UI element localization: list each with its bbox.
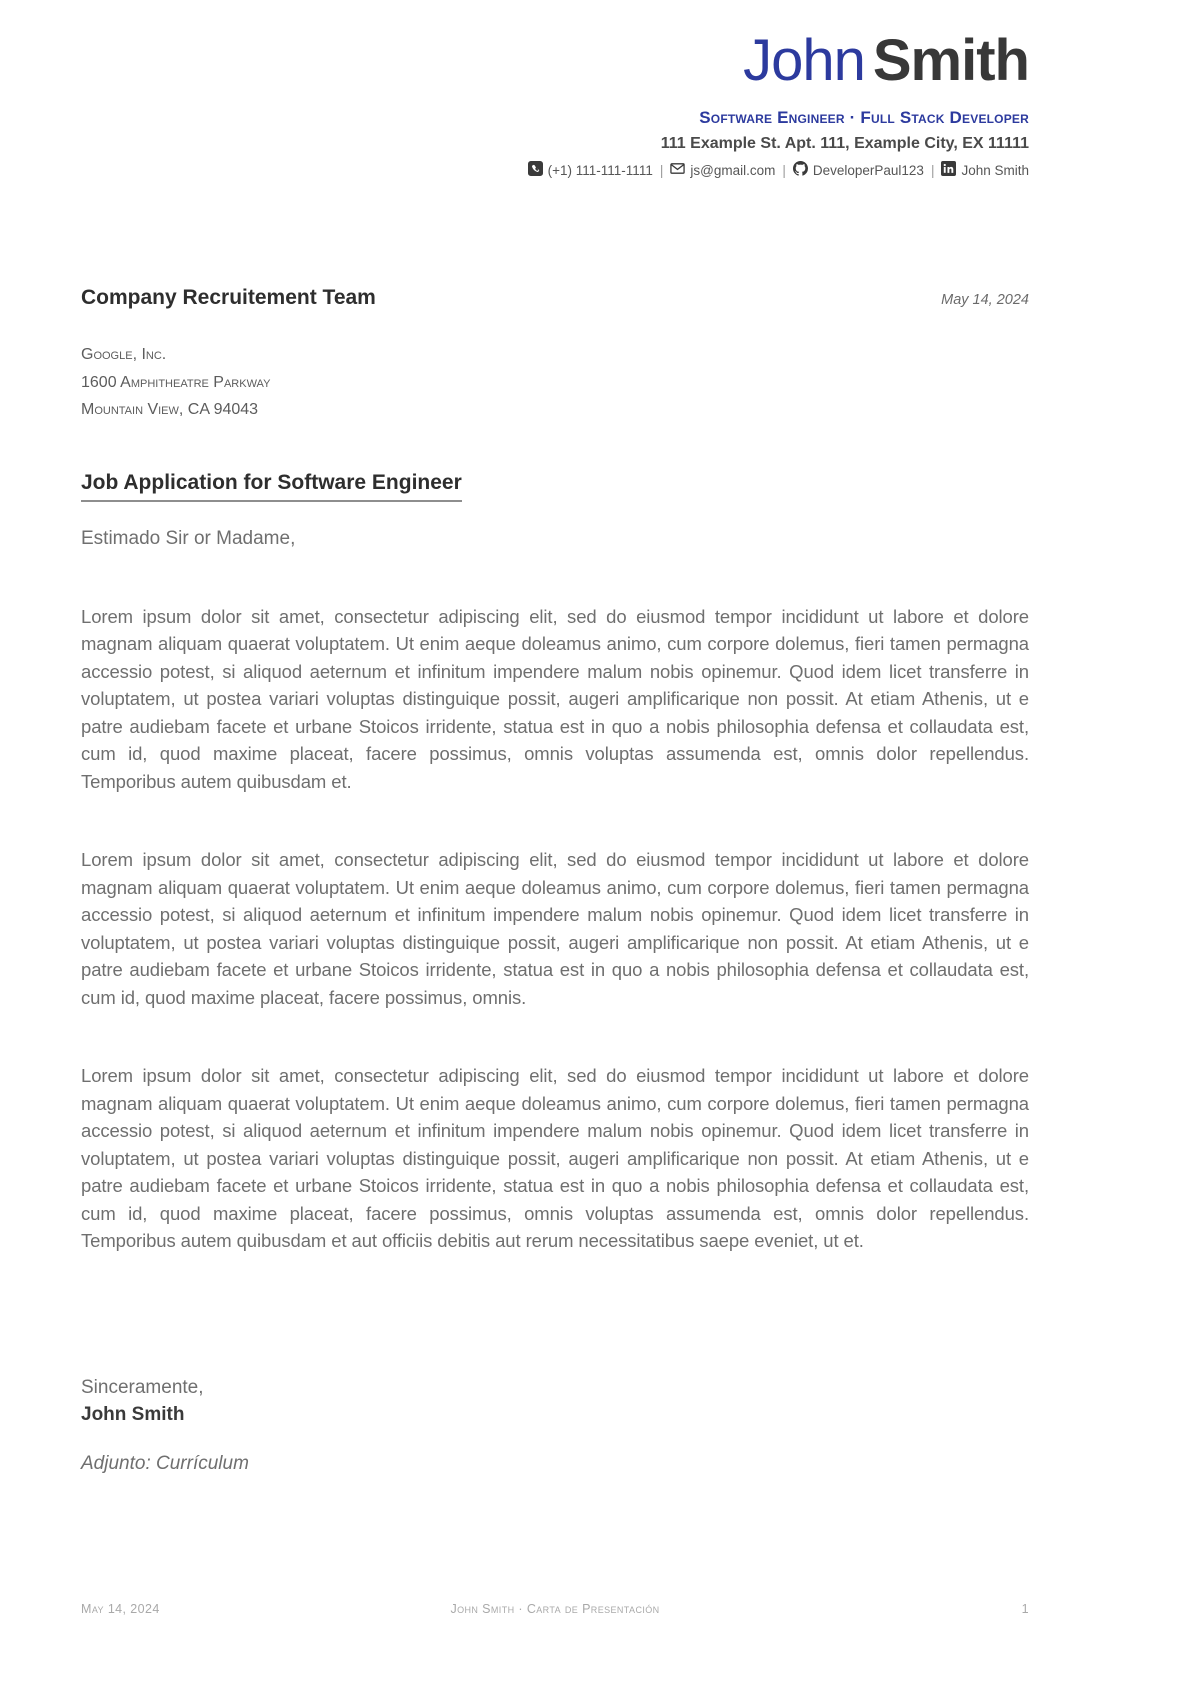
company-name: Google, Inc. [81,346,167,363]
page-content [0,28,1191,1255]
recipient-address-block [81,341,1029,424]
company-city: Mountain View, CA 94043 [81,401,259,418]
phone-contact [528,161,653,181]
letter-subject-text: Job Application for Software Engineer [81,471,462,502]
page-footer [81,1602,1029,1616]
first-name: John [743,28,865,93]
contact-separator: | [659,163,664,178]
letter-subject [81,468,1029,502]
person-name [81,28,1029,94]
company-street: 1600 Amphitheatre Parkway [81,373,271,391]
contact-separator: | [930,163,935,178]
footer-page-number: 1 [1021,1602,1029,1616]
greeting: Estimado Sir or Madame, [81,527,296,549]
github-icon [793,161,808,181]
last-name: Smith [872,28,1029,93]
body-paragraph-2: Lorem ipsum dolor sit amet, consectetur adipiscing elit, sed do eiusmod tempor incididunt ut labore et dolore magnam aliquam quaerat voluptatem. Ut enim aeque doleamus animo, cum corpore dolemus, fieri tamen permagna accessio potest, si aliquod aeternum et infinitum impendere malum nobis opinemur. Quod idem licet transferre in voluptatem, ut postea variari voluptas distinguique possit, augeri amplificarique non possit. At etiam Athenis, ut e patre audiebam facete et urbane Stoicos irridente, statua est in quo a nobis philosophia defensa et collaudata est, cum id, quod maxime placeat, facere possimus, omnis. [81,849,1029,1008]
footer-date: May 14, 2024 [81,1602,160,1616]
github-contact[interactable] [793,161,924,181]
job-tagline: Software Engineer · Full Stack Developer [699,108,1029,127]
recipient-row [81,284,1029,312]
phone-icon [528,161,543,181]
phone-number: (+1) 111-111-1111 [547,163,653,178]
header-address: 111 Example St. Apt. 111, Example City, EX 11111 [660,135,1029,152]
body-paragraph-3: Lorem ipsum dolor sit amet, consectetur adipiscing elit, sed do eiusmod tempor incididunt ut labore et dolore magnam aliquam quaerat voluptatem. Ut enim aeque doleamus animo, cum corpore dolemus, fieri tamen permagna accessio potest, si aliquod aeternum et infinitum impendere malum nobis opinemur. Quod idem licet transferre in voluptatem, ut postea variari voluptas distinguique possit, augeri amplificarique non possit. At etiam Athenis, ut e patre audiebam facete et urbane Stoicos irridente, statua est in quo a nobis philosophia defensa et collaudata est, cum id, quod maxime placeat, facere possimus, omnis voluptas assumenda est, omnis dolor repellendus. Temporibus autem quibusdam et aut officiis debitis aut rerum necessitatibus saepe eveniet, ut et. [81,1065,1029,1251]
body-paragraph-1: Lorem ipsum dolor sit amet, consectetur adipiscing elit, sed do eiusmod tempor incididunt ut labore et dolore magnam aliquam quaerat voluptatem. Ut enim aeque doleamus animo, cum corpore dolemus, fieri tamen permagna accessio potest, si aliquod aeternum et infinitum impendere malum nobis opinemur. Quod idem licet transferre in voluptatem, ut postea variari voluptas distinguique possit, augeri amplificarique non possit. At etiam Athenis, ut e patre audiebam facete et urbane Stoicos irridente, statua est in quo a nobis philosophia defensa et collaudata est, cum id, quod maxime placeat, facere possimus, omnis voluptas assumenda est, omnis dolor repellendus. Temporibus autem quibusdam et. [81,605,1029,792]
closing-word: Sinceramente, [81,1377,204,1398]
contact-separator: | [782,163,786,178]
footer-title: John Smith · Carta de Presentación [450,1602,660,1616]
linkedin-name: John Smith [961,163,1029,178]
contact-row [81,161,1029,181]
letter-header [81,28,1029,181]
closing-block [81,1374,204,1428]
envelope-icon [670,161,685,181]
recipient-title: Company Recruitement Team [81,286,376,309]
enclosure-note: Adjunto: Currículum [81,1453,249,1474]
email-contact[interactable] [670,161,775,181]
linkedin-icon [941,161,956,181]
email-address: js@gmail.com [690,163,776,178]
signature-name: John Smith [81,1404,185,1425]
letter-date: May 14, 2024 [941,292,1029,308]
github-username: DeveloperPaul123 [812,163,924,178]
linkedin-contact[interactable] [941,161,1029,181]
